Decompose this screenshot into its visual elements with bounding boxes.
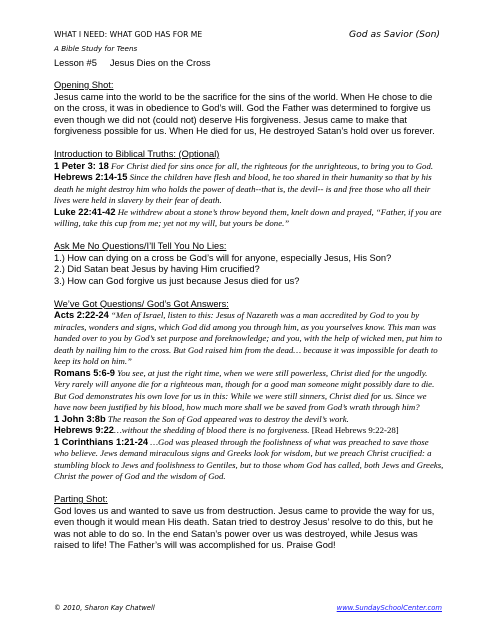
verse-text: For Christ died for sins once for all, the righteous for the unrighteous, to bring you to God.	[108, 160, 434, 171]
answers-title: We’ve Got Questions/ God’s Got Answers:	[54, 298, 229, 309]
verse-reference: 1 Peter 3: 18	[54, 160, 109, 171]
verse-entry	[54, 437, 444, 483]
verse-entry	[54, 161, 444, 173]
header-title: WHAT I NEED: WHAT GOD HAS FOR ME	[54, 30, 203, 39]
verse-reference: Hebrews 9:22	[54, 425, 114, 435]
verse-text: You see, at just the right time, when we were still powerless, Christ died for the ungodly. Very rarely will anyone die for a righteous man, though for a good man someone might possibly dare to die. But God demonstrates his own love for us in this: While we were still sinners, Christ died for us. Since we have now been justified by his blood, how much more shall we be saved from God’s wrath through him?	[54, 367, 435, 412]
verse-note: [Read Hebrews 9:22-28]	[309, 425, 399, 435]
verse-reference: 1 Corinthians 1:21-24	[54, 436, 149, 447]
header-subtitle: A Bible Study for Teens	[54, 44, 138, 53]
verse-reference: Luke 22:41-42	[54, 206, 116, 217]
question-item: 2.) Did Satan beat Jesus by having Him crucified?	[54, 264, 260, 274]
parting-text: God loves us and wanted to save us from destruction. Jesus came to provide the way for us, even though it would mean His death. Satan tried to destroy Jesus’ resolve to do this, but he was not able to do so. In the end Satan’s power over us was destroyed, while Jesus was raised to life! The Father’s will was accomplished for us. Praise God!	[54, 505, 435, 550]
verse-text: “Men of Israel, listen to this: Jesus of Nazareth was a man accredited by God to you by miracles, wonders and signs, which God did among you through him, as you yourselves know. This man was handed over to you by God’s set purpose and foreknowledge; and you, with the help of wicked men, put him to death by nailing him to the cross. But God raised him from the dead… because it was impossible for death to keep its hold on him.”	[54, 310, 442, 366]
lesson-title: Lesson #5 Jesus Dies on the Cross	[54, 58, 211, 68]
lesson-content	[54, 80, 444, 552]
verse-entry	[54, 368, 444, 414]
verse-reference: Hebrews 2:14-15	[54, 172, 128, 182]
verse-text: The reason the Son of God appeared was to destroy the devil’s work.	[105, 413, 349, 424]
verse-entry	[54, 414, 444, 426]
intro-verses	[54, 161, 444, 230]
questions-list	[54, 253, 444, 288]
verse-text: Since the children have flesh and blood, he too shared in their humanity so that by his death he might destroy him who holds the power of death--that is, the devil-- is and free those who all their lives were held in slavery by their fear of death.	[54, 172, 432, 205]
copyright: © 2010, Sharon Kay Chatwell	[54, 604, 155, 612]
verse-reference: Acts 2:22-24	[54, 310, 109, 320]
opening-text: Jesus came into the world to be the sacrifice for the sins of the world. When He chose to die on the cross, it was in obedience to God’s will. God the Father was determined to forgive us even though we did not (could not) deserve His forgiveness. Jesus came to make that forgiveness possible for us. When He died for us, He destroyed Satan’s hold over us forever.	[54, 91, 435, 136]
website-link[interactable]: www.SundaySchoolCenter.com	[336, 604, 442, 612]
opening-title: Opening Shot:	[54, 80, 114, 90]
verse-text: He withdrew about a stone’s throw beyond them, knelt down and prayed, “Father, if you are willing, take this cup from me; yet not my will, but yours be done.”	[54, 206, 442, 228]
intro-title: Introduction to Biblical Truths: (Optional)	[54, 149, 220, 159]
verse-text: …without the shedding of blood there is no forgiveness.	[113, 425, 310, 435]
questions-title: Ask Me No Questions/I’ll Tell You No Lies:	[54, 241, 227, 251]
verse-entry	[54, 310, 444, 368]
verse-reference: Romans 5:6-9	[54, 367, 115, 378]
answers-verses	[54, 310, 444, 483]
verse-text: …God was pleased through the foolishness of what was preached to save those who believe. Jews demand miraculous signs and Greeks look for wisdom, but we preach Christ crucified: a stumbling block to Jews and foolishness to Gentiles, but to those whom God has called, both Jews and Greeks, Christ the power of God and the wisdom of God.	[54, 436, 444, 481]
page-header	[54, 30, 440, 39]
verse-entry	[54, 172, 444, 207]
verse-entry	[54, 207, 444, 230]
page-footer	[54, 604, 442, 612]
question-item: 1.) How can dying on a cross be God’s will for anyone, especially Jesus, His Son?	[54, 252, 392, 263]
header-topic: God as Savior (Son)	[348, 29, 440, 40]
verse-entry	[54, 425, 444, 437]
verse-reference: 1 John 3:8b	[54, 413, 106, 424]
parting-title: Parting Shot:	[54, 494, 108, 504]
question-item: 3.) How can God forgive us just because Jesus died for us?	[54, 275, 300, 286]
